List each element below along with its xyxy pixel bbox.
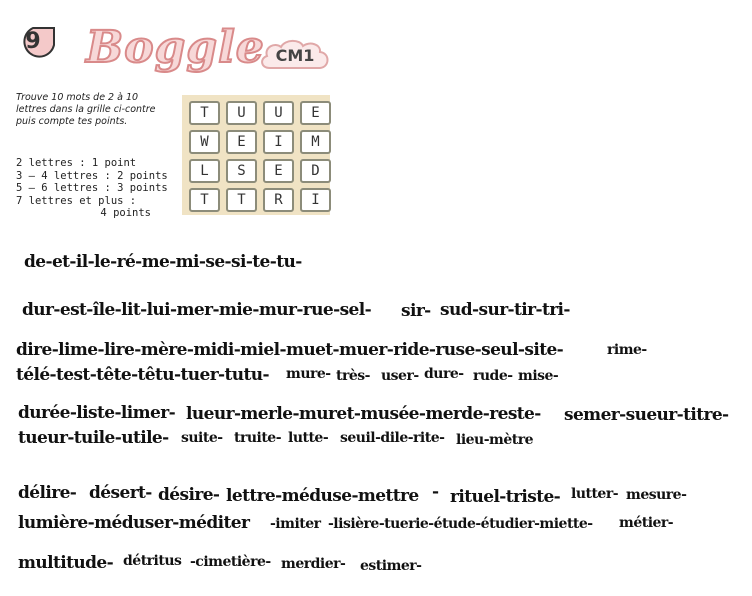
page-title: Boggle [86,22,265,73]
letter-tile: I [300,188,331,212]
scoring-rule: 7 lettres et plus : [16,194,137,207]
answer-text: mure- [286,366,331,382]
answer-text: très- [336,368,370,384]
page-number-badge [14,26,58,60]
letter-tile: U [226,101,257,125]
answer-text: suite- [181,430,223,446]
letter-tile: T [226,188,257,212]
answer-text: lueur-merle-muret-musée-merde-reste- [186,404,541,424]
answer-text: de-et-il-le-ré-me-mi-se-si-te-tu- [24,252,302,272]
scoring-rule: 2 lettres : 1 point [16,157,137,169]
answer-text: tueur-tuile-utile- [18,428,169,448]
answer-text: -imiter [270,516,321,532]
letter-tile: T [189,188,220,212]
answer-text: rituel-triste- [450,487,561,507]
letter-tile: E [226,130,257,154]
letter-tile: U [263,101,294,125]
boggle-grid [182,95,330,215]
answer-text: sud-sur-tir-tri- [440,300,570,320]
answer-text: désire- [158,485,220,505]
answer-text: semer-sueur-titre- [564,405,729,425]
answer-text: -lisière-tuerie-étude-étudier-miette- [328,516,593,532]
answer-text: dire-lime-lire-mère-midi-miel-muet-muer-ride-ruse-seul-site- [16,340,564,360]
letter-tile: T [189,101,220,125]
answer-text: truite- [234,430,282,446]
letter-tile: L [189,159,220,183]
answer-text: sir- [401,301,431,321]
answer-text: métier- [619,515,674,531]
answer-text: détritus [123,553,182,569]
letter-tile: S [226,159,257,183]
instructions-text: Trouve 10 mots de 2 à 10 lettres dans la grille ci-contre puis compte tes points. [16,92,156,127]
letter-tile: M [300,130,331,154]
answer-text: lettre-méduse-mettre [226,486,419,506]
answer-text: estimer- [360,558,422,574]
letter-tile: E [263,159,294,183]
letter-tile: D [300,159,331,183]
answer-text: dure- [424,366,464,382]
answer-text: multitude- [18,553,114,573]
answer-text: user- [381,368,419,384]
answer-text: télé-test-tête-têtu-tuer-tutu- [16,365,269,385]
answer-text: lutte- [288,430,329,446]
answer-text: lutter- [571,486,619,502]
answer-text: - [432,482,439,502]
letter-tile: R [263,188,294,212]
scoring-rule: 4 points [100,207,151,219]
letter-tile: W [189,130,220,154]
answer-text: désert- [89,483,152,503]
answer-text: rime- [607,342,647,358]
answer-text: seuil-dile-rite- [340,430,445,446]
answer-text: lieu-mètre [456,432,534,448]
scoring-rules [16,157,168,220]
answer-text: durée-liste-limer- [18,403,176,423]
letter-tile: I [263,130,294,154]
answer-text: dur-est-île-lit-lui-mer-mie-mur-rue-sel- [22,300,372,320]
answer-text: merdier- [281,556,346,572]
answer-text: délire- [18,483,77,503]
letter-tile: E [300,101,331,125]
answer-text: mesure- [626,487,687,503]
answer-text: rude- [473,368,513,384]
answer-text: lumière-méduser-méditer [18,513,250,533]
level-badge [258,38,332,74]
scoring-rule: 5 – 6 lettres : 3 points [16,182,168,194]
scoring-rule: 3 – 4 lettres : 2 points [16,169,168,182]
answer-text: -cimetière- [190,554,271,570]
level-label: CM1 [275,46,315,65]
answer-text: mise- [518,368,559,384]
page-number: 9 [25,29,41,54]
